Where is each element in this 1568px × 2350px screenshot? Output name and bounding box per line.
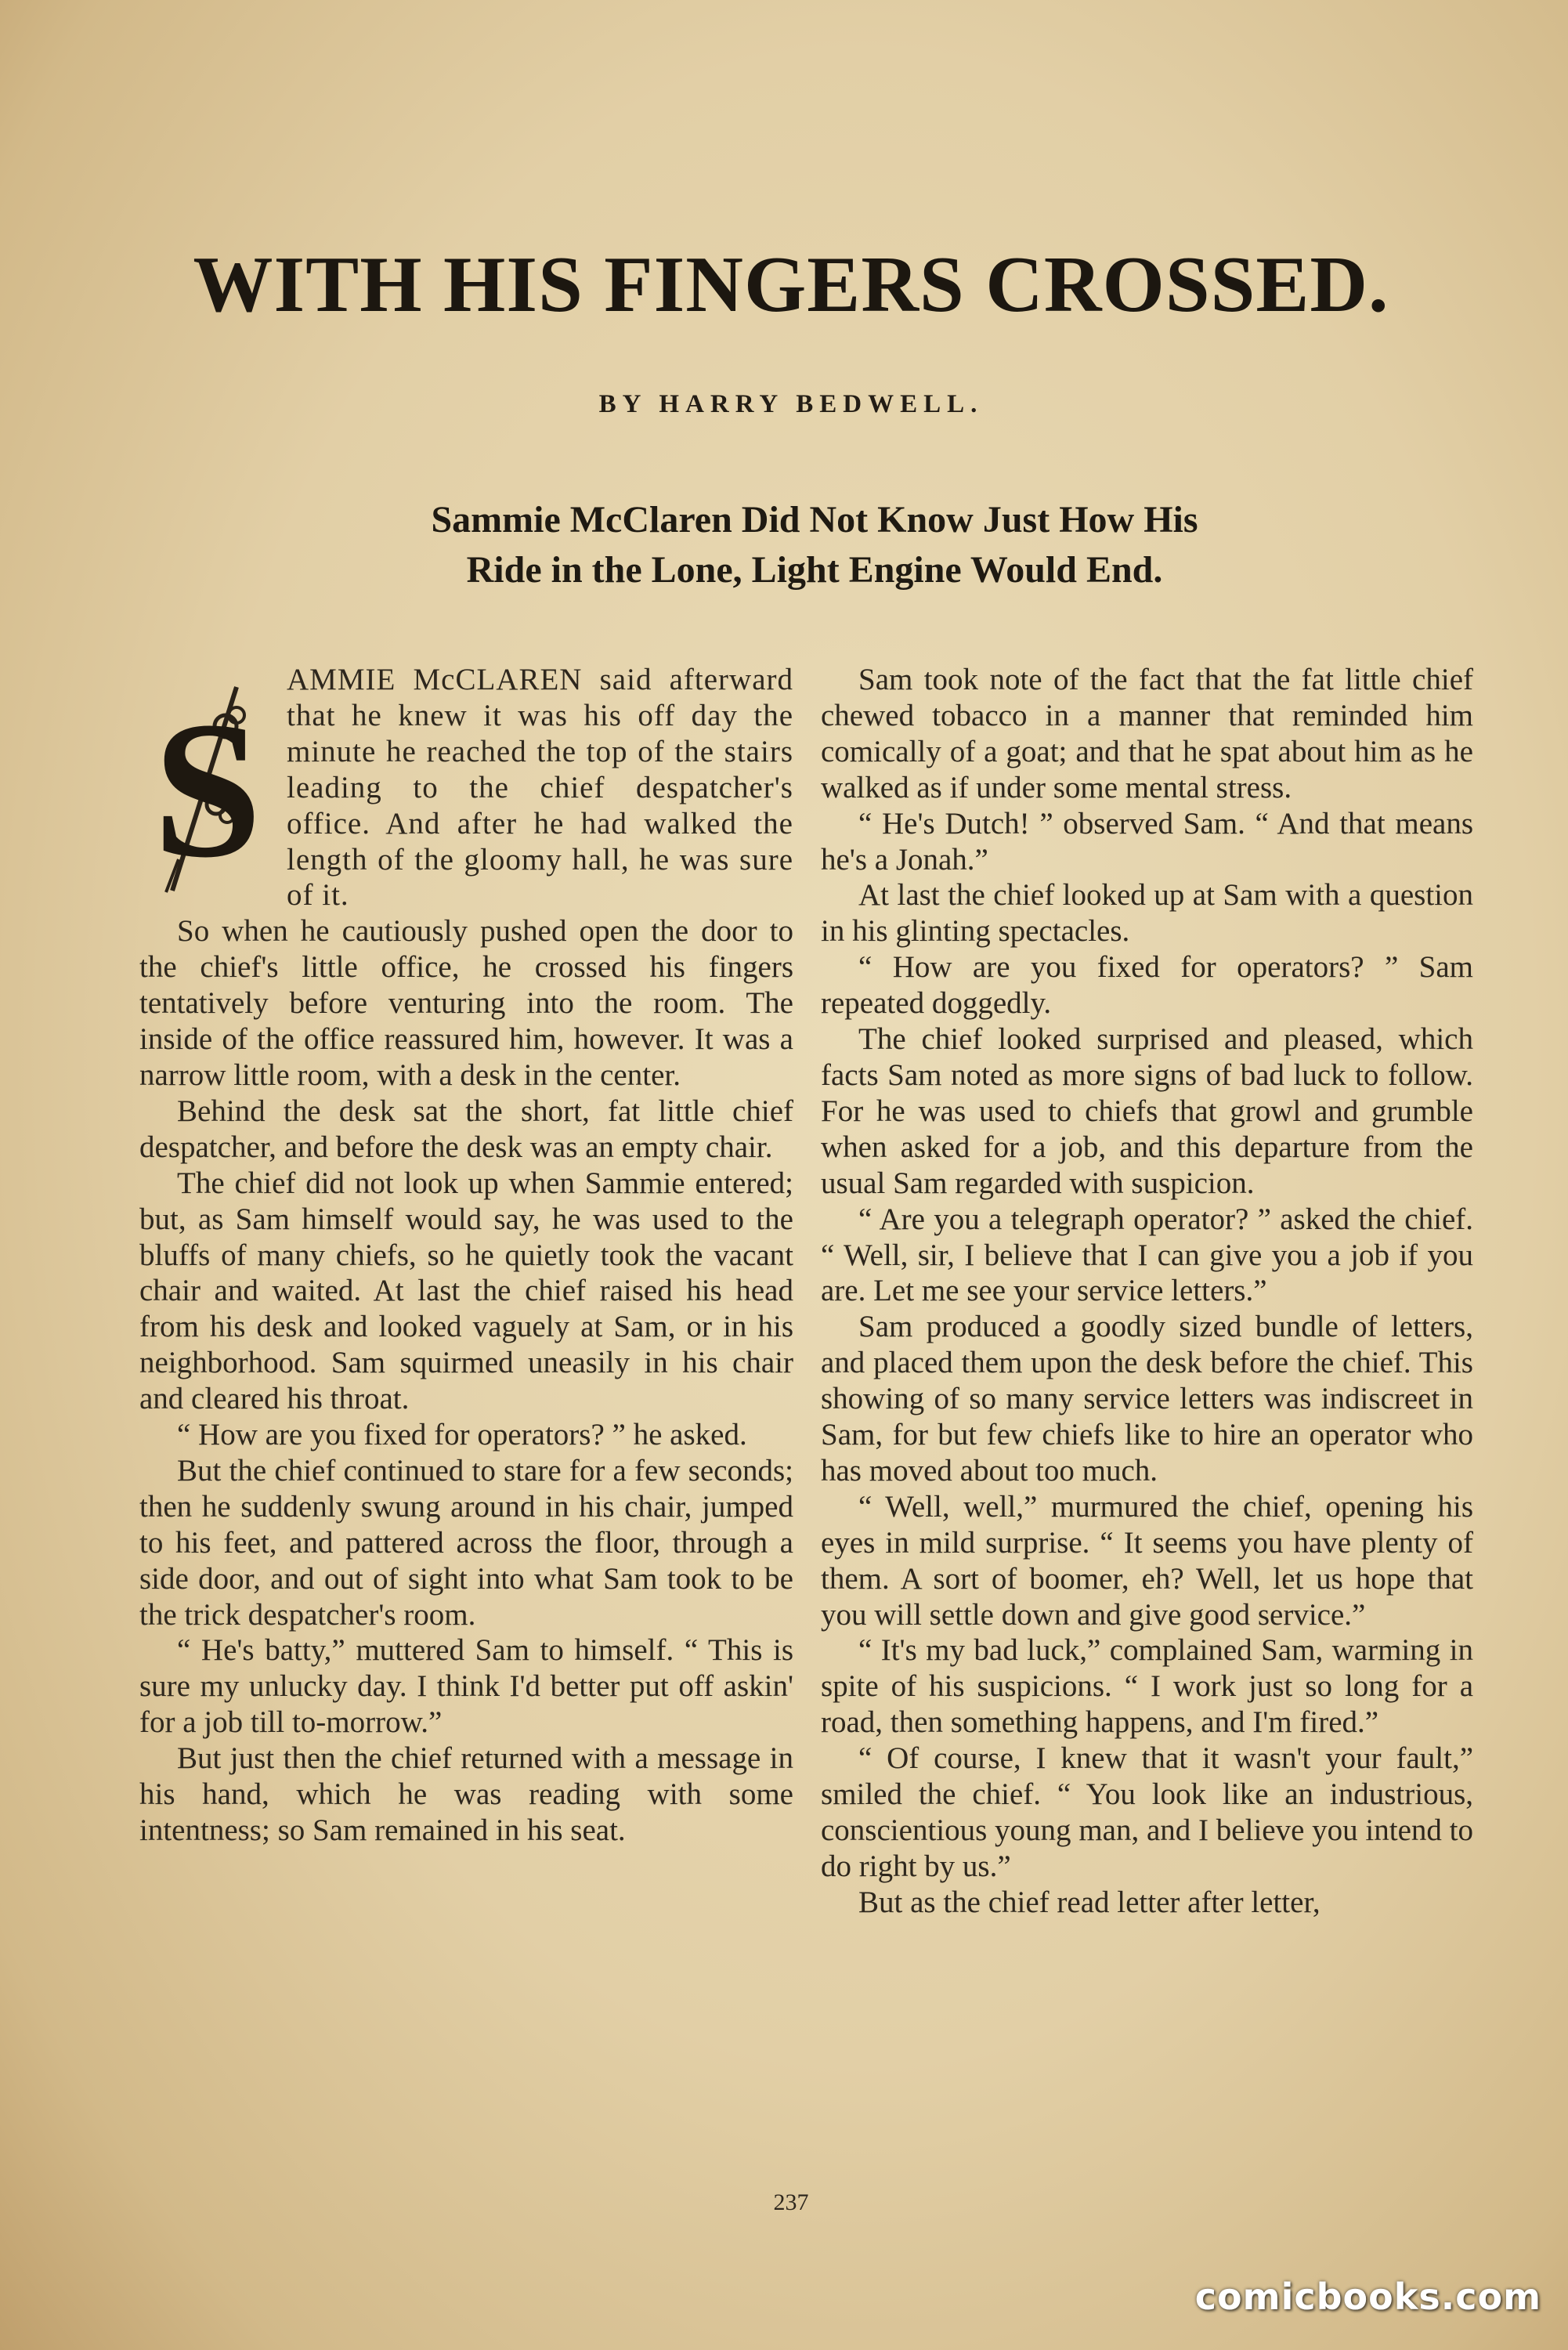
right-paragraph-2: “ He's Dutch! ” observed Sam. “ And that means he's a Jonah.”	[821, 806, 1473, 877]
dropcap-letter: S	[153, 682, 262, 898]
ornamental-dropcap-icon	[149, 671, 266, 898]
right-column	[821, 662, 1473, 1921]
right-paragraph-3: At last the chief looked up at Sam with a question in his glinting spectacles.	[821, 878, 1473, 949]
left-paragraph-7: “ He's batty,” muttered Sam to himself. “ This is sure my unlucky day. I think I'd better put off askin' for a job till to-morrow.”	[139, 1633, 793, 1740]
left-paragraph-3: Behind the desk sat the short, fat little chief despatcher, and before the desk was an empty chair.	[139, 1094, 793, 1164]
right-paragraph-1: Sam took note of the fact that the fat little chief chewed tobacco in a manner that reminded him comically of a goat; and that he spat about him as he walked as if under some mental stress.	[821, 663, 1473, 804]
right-paragraph-9: “ It's my bad luck,” complained Sam, warming in spite of his suspicions. “ I work just so long for a road, then something happens, and I'm fired.”	[821, 1633, 1473, 1740]
left-paragraph-8: But just then the chief returned with a message in his hand, which he was reading with some intentness; so Sam remained in his seat.	[139, 1741, 793, 1847]
right-paragraph-8: “ Well, well,” murmured the chief, opening his eyes in mild surprise. “ It seems you have plenty of them. A sort of boomer, eh? Well, let us hope that you will settle down and give good service.”	[821, 1489, 1473, 1632]
article-subtitle	[235, 495, 1394, 595]
right-paragraph-6: “ Are you a telegraph operator? ” asked the chief. “ Well, sir, I believe that I can give you a job if you are. Let me see your service letters.”	[821, 1202, 1473, 1308]
left-column	[139, 662, 793, 1849]
left-paragraph-4: The chief did not look up when Sammie entered; but, as Sam himself would say, he was used to the bluffs of many chiefs, so he quietly took the vacant chair and waited. At last the chief raised his head from his desk and looked vaguely at Sam, or in his neighborhood. Sam squirmed uneasily in his chair and cleared his throat.	[139, 1166, 793, 1416]
right-paragraph-11: But as the chief read letter after letter,	[858, 1885, 1321, 1919]
subtitle-line-1: Sammie McClaren Did Not Know Just How His	[431, 499, 1198, 540]
left-paragraph-1: AMMIE McCLAREN said afterward that he knew it was his off day the minute he reached the top of the stairs leading to the chief despatcher's office. And after he had walked the length of the gloomy hall, he was sure of it.	[287, 663, 793, 913]
page-number: 237	[773, 2189, 809, 2215]
right-paragraph-10: “ Of course, I knew that it wasn't your fault,” smiled the chief. “ You look like an industrious, conscientious young man, and I believe you intend to do right by us.”	[821, 1741, 1473, 1883]
right-paragraph-5: The chief looked surprised and pleased, which facts Sam noted as more signs of bad luck to follow. For he was used to chiefs that growl and grumble when asked for a job, and this departure from the usual Sam regarded with suspicion.	[821, 1022, 1473, 1200]
left-paragraph-5: “ How are you fixed for operators? ” he asked.	[177, 1418, 747, 1452]
subtitle-line-2: Ride in the Lone, Light Engine Would End.	[466, 549, 1163, 591]
dropcap-ornament	[149, 671, 266, 898]
right-paragraph-4: “ How are you fixed for operators? ” Sam repeated doggedly.	[821, 950, 1473, 1021]
article-byline: BY HARRY BEDWELL.	[598, 390, 984, 418]
site-watermark: comicbooks.com	[1194, 2276, 1541, 2318]
article-title: WITH HIS FINGERS CROSSED.	[193, 240, 1389, 329]
left-paragraph-6: But the chief continued to stare for a few seconds; then he suddenly swung around in his chair, jumped to his feet, and pattered across the floor, through a side door, and out of sight into what Sam took to be the trick despatcher's room.	[139, 1453, 793, 1632]
left-paragraph-2: So when he cautiously pushed open the door to the chief's little office, he crossed his fingers tentatively before venturing into the room. The inside of the office reassured him, however. It was a narrow little room, with a desk in the center.	[139, 914, 793, 1092]
right-paragraph-7: Sam produced a goodly sized bundle of letters, and placed them upon the desk before the chief. This showing of so many service letters was indiscreet in Sam, for but few chiefs like to hire an operator who has moved about too much.	[821, 1310, 1473, 1488]
